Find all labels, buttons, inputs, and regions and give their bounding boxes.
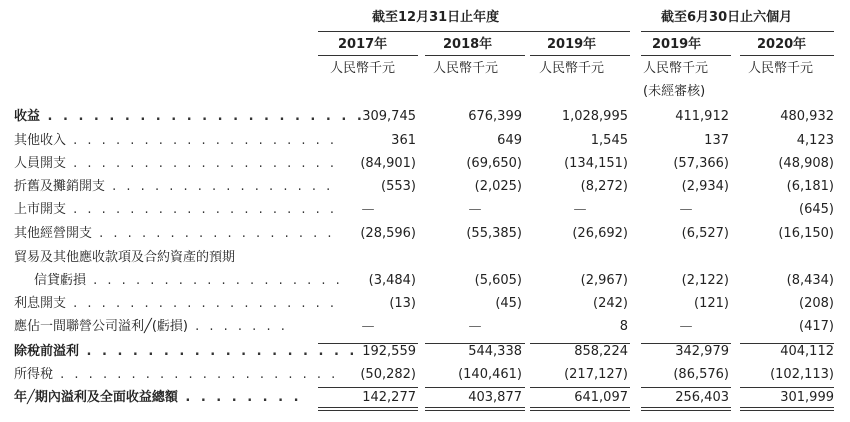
value-cell: (50,282) bbox=[360, 367, 416, 382]
value-cell: (28,596) bbox=[360, 226, 416, 241]
row-label-text: 利息開支 bbox=[14, 296, 67, 311]
unit-label-2: 人民幣千元 bbox=[433, 61, 499, 76]
value-cell: (2,122) bbox=[681, 273, 729, 288]
row-leader-dots: . . . . . . . . . . . . . . . . . . . bbox=[66, 133, 338, 148]
value-cell: (45) bbox=[495, 296, 522, 311]
value-cell: (217,127) bbox=[564, 367, 628, 382]
row-label bbox=[14, 156, 337, 172]
value-cell: (2,025) bbox=[474, 179, 522, 194]
pretax-rule-3 bbox=[530, 387, 630, 388]
year-header-2019-h1: 2019年 bbox=[652, 37, 702, 52]
row-label-text: 除稅前溢利 bbox=[14, 344, 80, 359]
total-double-rule-3a bbox=[530, 407, 630, 408]
period-halfyear-rule bbox=[641, 31, 834, 32]
row-label-text: 收益 bbox=[14, 109, 41, 124]
value-cell: (242) bbox=[593, 296, 628, 311]
value-cell-dash: — bbox=[361, 202, 375, 217]
subtotal-rule-3 bbox=[530, 343, 630, 344]
value-cell: (2,967) bbox=[580, 273, 628, 288]
row-label-text: 其他經營開支 bbox=[14, 226, 93, 241]
value-cell: 649 bbox=[497, 133, 522, 148]
row-label-text: 折舊及攤銷開支 bbox=[14, 179, 106, 194]
value-cell: 641,097 bbox=[574, 390, 628, 405]
value-cell: 1,028,995 bbox=[561, 109, 628, 124]
value-cell: (553) bbox=[381, 179, 416, 194]
subtotal-rule-5 bbox=[740, 343, 834, 344]
value-cell: 544,338 bbox=[468, 344, 522, 359]
value-cell: (2,934) bbox=[681, 179, 729, 194]
value-cell: (102,113) bbox=[770, 367, 834, 382]
total-double-rule-1b bbox=[318, 410, 418, 411]
pretax-rule-2 bbox=[425, 387, 525, 388]
value-cell-dash: — bbox=[573, 202, 587, 217]
row-leader-dots: . . . . . . . . . . . . . . . . . . . bbox=[66, 296, 338, 311]
value-cell: (140,461) bbox=[458, 367, 522, 382]
total-double-rule-4a bbox=[641, 407, 731, 408]
row-label bbox=[14, 296, 337, 312]
value-cell: (8,272) bbox=[580, 179, 628, 194]
value-cell: (86,576) bbox=[673, 367, 729, 382]
row-label-text: 上市開支 bbox=[14, 202, 67, 217]
row-label bbox=[14, 250, 235, 266]
row-label bbox=[14, 179, 333, 195]
value-cell: (645) bbox=[799, 202, 834, 217]
pretax-rule-4 bbox=[641, 387, 731, 388]
value-cell: 361 bbox=[391, 133, 416, 148]
period-halfyear-header: 截至6月30日止六個月 bbox=[661, 10, 793, 25]
year-header-2017: 2017年 bbox=[338, 37, 388, 52]
total-double-rule-2b bbox=[425, 410, 525, 411]
value-cell: (8,434) bbox=[786, 273, 834, 288]
row-leader-dots: . . . . . . . . . . . . . . . . bbox=[105, 179, 334, 194]
row-label bbox=[14, 390, 302, 406]
value-cell: (208) bbox=[799, 296, 834, 311]
row-label-text: 信貸虧損 bbox=[34, 273, 87, 288]
year-header-2018: 2018年 bbox=[443, 37, 493, 52]
value-cell: 411,912 bbox=[675, 109, 729, 124]
value-cell: 858,224 bbox=[574, 344, 628, 359]
subtotal-rule-2 bbox=[425, 343, 525, 344]
row-label bbox=[14, 344, 357, 360]
unaudited-label: (未經審核) bbox=[643, 84, 706, 99]
value-cell: (69,650) bbox=[466, 156, 522, 171]
row-leader-dots: . . . . . . . . bbox=[177, 390, 302, 405]
year-rule-1 bbox=[318, 55, 418, 56]
value-cell: 342,979 bbox=[675, 344, 729, 359]
row-leader-dots: . . . . . . . . . . . . . . . . . bbox=[92, 226, 335, 241]
value-cell: (48,908) bbox=[778, 156, 834, 171]
row-label bbox=[14, 109, 365, 125]
row-label-text: 年╱期內溢利及全面收益總額 bbox=[14, 390, 178, 405]
value-cell: (121) bbox=[694, 296, 729, 311]
value-cell: (5,605) bbox=[474, 273, 522, 288]
row-label bbox=[14, 202, 337, 218]
year-rule-3 bbox=[530, 55, 630, 56]
row-label bbox=[14, 367, 338, 383]
year-rule-2 bbox=[425, 55, 525, 56]
value-cell-dash: — bbox=[361, 319, 375, 334]
value-cell: (6,181) bbox=[786, 179, 834, 194]
total-double-rule-2a bbox=[425, 407, 525, 408]
row-label bbox=[14, 133, 337, 149]
value-cell: 142,277 bbox=[362, 390, 416, 405]
row-label-text: 所得稅 bbox=[14, 367, 54, 382]
row-leader-dots: . . . . . . . . . . . . . . . . . . . bbox=[66, 202, 338, 217]
year-header-2019: 2019年 bbox=[547, 37, 597, 52]
year-rule-5 bbox=[740, 55, 834, 56]
value-cell: (84,901) bbox=[360, 156, 416, 171]
row-leader-dots: . . . . . . . bbox=[187, 319, 288, 334]
value-cell-dash: — bbox=[679, 202, 693, 217]
unit-label-3: 人民幣千元 bbox=[539, 61, 605, 76]
row-leader-dots: . . . . . . . . . . . . . . . . . . . . . bbox=[40, 109, 365, 124]
total-double-rule-5a bbox=[740, 407, 834, 408]
total-double-rule-4b bbox=[641, 410, 731, 411]
period-year-rule bbox=[318, 31, 630, 32]
value-cell: (26,692) bbox=[572, 226, 628, 241]
row-label-text: 應佔一間聯營公司溢利╱(虧損) bbox=[14, 319, 188, 334]
pretax-rule-5 bbox=[740, 387, 834, 388]
row-label-text: 其他收入 bbox=[14, 133, 67, 148]
value-cell: (417) bbox=[799, 319, 834, 334]
value-cell: (13) bbox=[389, 296, 416, 311]
value-cell: 137 bbox=[704, 133, 729, 148]
row-leader-dots: . . . . . . . . . . . . . . . . . . . . bbox=[53, 367, 339, 382]
period-year-header: 截至12月31日止年度 bbox=[372, 10, 500, 25]
subtotal-rule-4 bbox=[641, 343, 731, 344]
value-cell: 256,403 bbox=[675, 390, 729, 405]
total-double-rule-1a bbox=[318, 407, 418, 408]
pretax-rule-1 bbox=[318, 387, 418, 388]
total-double-rule-5b bbox=[740, 410, 834, 411]
value-cell: 1,545 bbox=[590, 133, 628, 148]
row-leader-dots: . . . . . . . . . . . . . . . . . . bbox=[86, 273, 343, 288]
value-cell: (3,484) bbox=[368, 273, 416, 288]
value-cell: (6,527) bbox=[681, 226, 729, 241]
value-cell-dash: — bbox=[679, 319, 693, 334]
value-cell: 192,559 bbox=[362, 344, 416, 359]
row-label bbox=[14, 319, 288, 335]
subtotal-rule-1 bbox=[318, 343, 418, 344]
value-cell-dash: — bbox=[468, 319, 482, 334]
value-cell: 8 bbox=[619, 319, 628, 334]
row-leader-dots: . . . . . . . . . . . . . . . . . . . bbox=[66, 156, 338, 171]
row-label bbox=[14, 226, 335, 242]
year-header-2020-h1: 2020年 bbox=[757, 37, 807, 52]
value-cell: (16,150) bbox=[778, 226, 834, 241]
value-cell: 676,399 bbox=[468, 109, 522, 124]
value-cell-dash: — bbox=[468, 202, 482, 217]
unit-label-5: 人民幣千元 bbox=[748, 61, 814, 76]
row-label-text: 貿易及其他應收款項及合約資產的預期 bbox=[14, 250, 236, 265]
value-cell: 301,999 bbox=[780, 390, 834, 405]
value-cell: (134,151) bbox=[564, 156, 628, 171]
row-label bbox=[34, 273, 343, 289]
value-cell: (55,385) bbox=[466, 226, 522, 241]
unit-label-4: 人民幣千元 bbox=[643, 61, 709, 76]
value-cell: (57,366) bbox=[673, 156, 729, 171]
unit-label-1: 人民幣千元 bbox=[330, 61, 396, 76]
year-rule-4 bbox=[641, 55, 731, 56]
total-double-rule-3b bbox=[530, 410, 630, 411]
value-cell: 403,877 bbox=[468, 390, 522, 405]
value-cell: 404,112 bbox=[780, 344, 834, 359]
value-cell: 309,745 bbox=[362, 109, 416, 124]
value-cell: 4,123 bbox=[796, 133, 834, 148]
value-cell: 480,932 bbox=[780, 109, 834, 124]
row-label-text: 人員開支 bbox=[14, 156, 67, 171]
row-leader-dots: . . . . . . . . . . . . . . . . . . bbox=[79, 344, 358, 359]
